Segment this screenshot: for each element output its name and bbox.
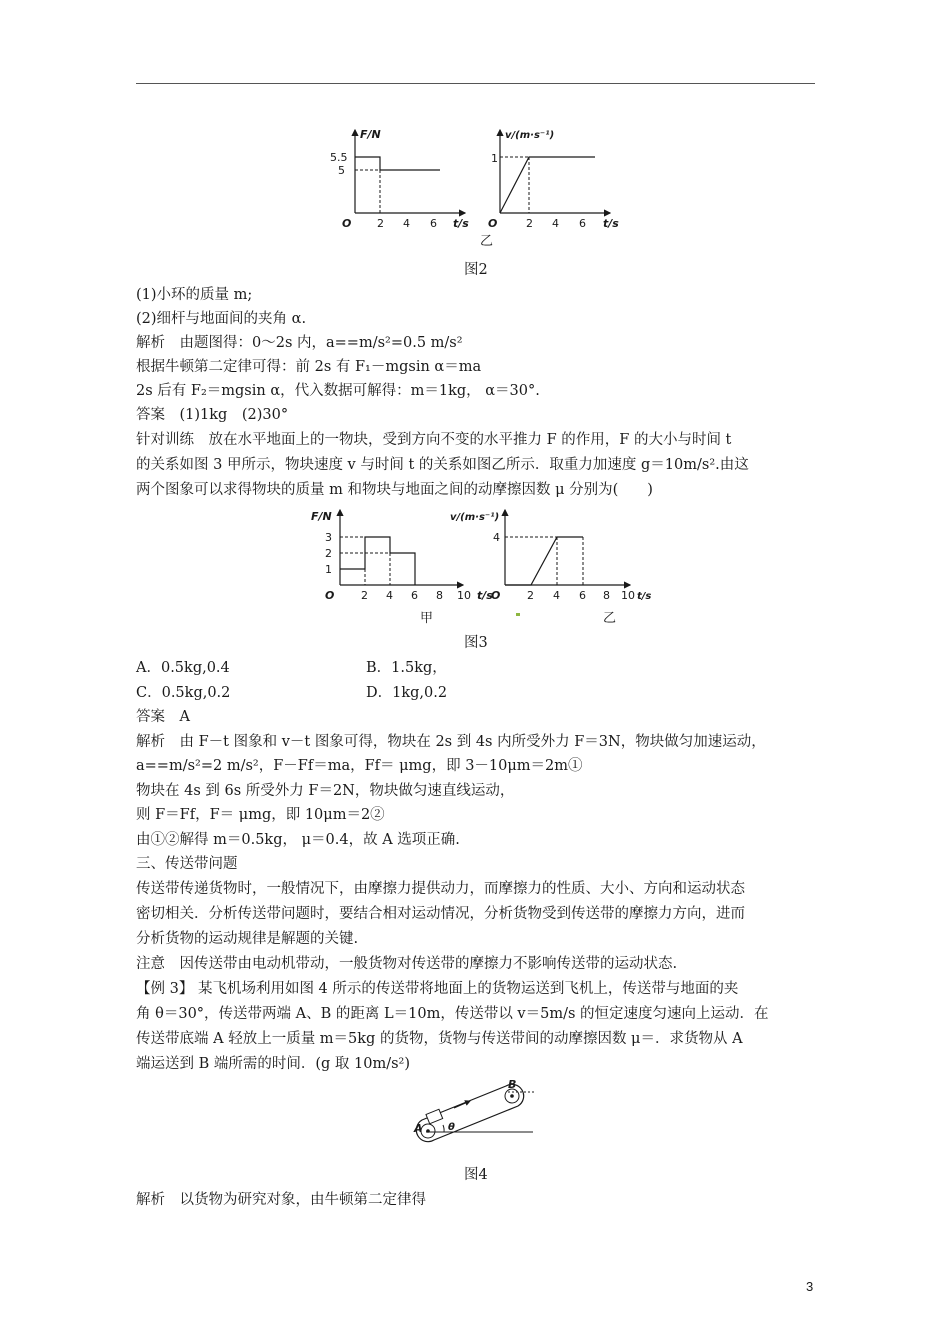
option-c: C．0.5kg,0.2 <box>136 685 231 701</box>
fig2-left-chart <box>330 128 469 230</box>
fig2-left-xtick: 6 <box>430 217 437 230</box>
fig3-left-sub: 甲 <box>420 611 434 626</box>
text-line: (2)细杆与地面间的夹角 α. <box>136 311 307 327</box>
option-d: D．1kg,0.2 <box>366 685 448 701</box>
fig2-left-xlabel: t/s <box>453 217 469 230</box>
fig3-left-ylabel: F/N <box>311 510 332 523</box>
fig3-left-ytick: 1 <box>325 563 332 576</box>
fig3-right-xlabel: t/s <box>637 591 652 602</box>
cargo-box <box>426 1109 443 1124</box>
text-line: 2s 后有 F₂＝mgsin α，代入数据可解得：m＝1kg， α＝30°. <box>136 383 540 399</box>
text-line: 根据牛顿第二定律可得：前 2s 有 F₁－mgsin α＝ma <box>136 359 482 375</box>
text-line: 答案 A <box>136 709 190 725</box>
fig2-caption: 图2 <box>464 262 488 278</box>
fig3-left-chart <box>311 510 493 626</box>
fig3-right-ytick: 4 <box>493 531 500 544</box>
fig2-right-chart <box>480 130 619 249</box>
figure-3 <box>305 505 652 630</box>
fig3-left-origin: O <box>325 589 335 602</box>
text-line: 两个图象可以求得物块的质量 m 和物块与地面之间的动摩擦因数 μ 分别为( ) <box>136 482 653 498</box>
text-line: 传送带传递货物时，一般情况下，由摩擦力提供动力，而摩擦力的性质、大小、方向和运动状态 <box>136 881 745 897</box>
text-line: 解析 以货物为研究对象，由牛顿第二定律得 <box>136 1192 426 1208</box>
fig3-left-ytick: 2 <box>325 547 332 560</box>
fig3-left-xtick: 6 <box>411 589 418 602</box>
option-a: A．0.5kg,0.4 <box>136 660 230 676</box>
text-line: 解析 由 F－t 图象和 v－t 图象可得，物块在 2s 到 4s 内所受外力 F＝3N，物块做匀加速运动， <box>136 734 766 750</box>
fig3-right-xtick: 4 <box>553 589 560 602</box>
text-line: 注意 因传送带由电动机带动，一般货物对传送带的摩擦力不影响传送带的运动状态. <box>136 956 678 972</box>
section-heading: 三、传送带问题 <box>136 856 238 872</box>
fig3-force-line <box>340 537 415 585</box>
fig2-right-xtick: 4 <box>552 217 559 230</box>
text-line: 角 θ＝30°，传送带两端 A、B 的距离 L＝10m，传送带以 v＝5m/s 的恒定速度匀速向上运动．在 <box>136 1006 769 1022</box>
fig3-right-sub: 乙 <box>603 611 617 626</box>
text-line: 密切相关．分析传送带问题时，要结合相对运动情况，分析货物受到传送带的摩擦力方向，进而 <box>136 906 745 922</box>
fig3-left-xtick: 8 <box>436 589 443 602</box>
figure-4 <box>408 1080 548 1160</box>
fig3-right-chart <box>450 510 651 626</box>
fig4-label-a: A <box>414 1122 423 1135</box>
page-number: 3 <box>806 1279 814 1294</box>
header-rule <box>136 83 815 84</box>
text-line: 传送带底端 A 轻放上一质量 m＝5kg 的货物，货物与传送带间的动摩擦因数 μ＝．求货物从 A <box>136 1031 743 1047</box>
fig2-right-sub: 乙 <box>480 234 494 249</box>
text-line: (1)小环的质量 m; <box>136 287 253 303</box>
text-line: 则 F＝Ff，F＝ μmg，即 10μm＝2② <box>136 807 385 823</box>
text-line: 端运送到 B 端所需的时间．(g 取 10m/s²) <box>136 1056 411 1072</box>
text-line: 的关系如图 3 甲所示，物块速度 v 与时间 t 的关系如图乙所示．取重力加速度 g＝10m/s².由这 <box>136 457 749 473</box>
text-line: 答案 (1)1kg (2)30° <box>136 407 289 423</box>
fig3-left-ytick: 3 <box>325 531 332 544</box>
fig2-left-ytick: 5.5 <box>330 151 348 164</box>
fig2-right-xtick: 6 <box>579 217 586 230</box>
text-line: 针对训练 放在水平地面上的一物块，受到方向不变的水平推力 F 的作用，F 的大小与时间 t <box>136 432 732 448</box>
fig2-right-xlabel: t/s <box>603 217 619 230</box>
fig3-left-xtick: 10 <box>457 589 471 602</box>
fig2-right-ytick: 1 <box>491 152 498 165</box>
fig3-right-ylabel: v/(m·s⁻¹) <box>450 512 500 523</box>
fig3-right-xtick: 10 <box>621 589 635 602</box>
text-line: 解析 由题图得：0～2s 内，a==m/s²=0.5 m/s² <box>136 335 463 351</box>
option-b: B．1.5kg， <box>366 660 447 676</box>
figure-2 <box>330 125 630 250</box>
fig3-left-xtick: 2 <box>361 589 368 602</box>
fig2-left-xtick: 4 <box>403 217 410 230</box>
text-line: 物块在 4s 到 6s 所受外力 F＝2N，物块做匀速直线运动， <box>136 783 515 799</box>
fig3-left-xlabel: t/s <box>477 589 493 602</box>
fig3-right-xtick: 6 <box>579 589 586 602</box>
fig4-angle: θ <box>448 1122 455 1133</box>
fig2-right-xtick: 2 <box>526 217 533 230</box>
text-line: 【例 3】 某飞机场利用如图 4 所示的传送带将地面上的货物运送到飞机上，传送带与地面的夹 <box>136 981 739 997</box>
fig2-right-ylabel: v/(m·s⁻¹) <box>505 130 555 141</box>
fig2-right-origin: O <box>488 217 498 230</box>
text-line: 由①②解得 m＝0.5kg， μ＝0.4，故 A 选项正确. <box>136 832 460 848</box>
text-line: a==m/s²=2 m/s²，F－Ff＝ma，Ff＝ μmg，即 3－10μm＝2m① <box>136 758 583 774</box>
fig2-left-origin: O <box>342 217 352 230</box>
fig3-left-xtick: 4 <box>386 589 393 602</box>
fig3-caption: 图3 <box>464 635 488 651</box>
fig3-velocity-line <box>505 537 583 585</box>
fig2-left-xtick: 2 <box>377 217 384 230</box>
fig4-caption: 图4 <box>464 1167 488 1183</box>
fig2-force-line <box>355 157 440 170</box>
fig2-left-ytick: 5 <box>338 164 345 177</box>
fig3-right-origin: O <box>491 589 501 602</box>
text-line: 分析货物的运动规律是解题的关键. <box>136 931 359 947</box>
fig2-velocity-line <box>500 157 595 213</box>
fig3-right-xtick: 2 <box>527 589 534 602</box>
fig4-label-b: B <box>508 1078 517 1091</box>
fig2-left-ylabel: F/N <box>360 128 381 141</box>
fig3-right-xtick: 8 <box>603 589 610 602</box>
